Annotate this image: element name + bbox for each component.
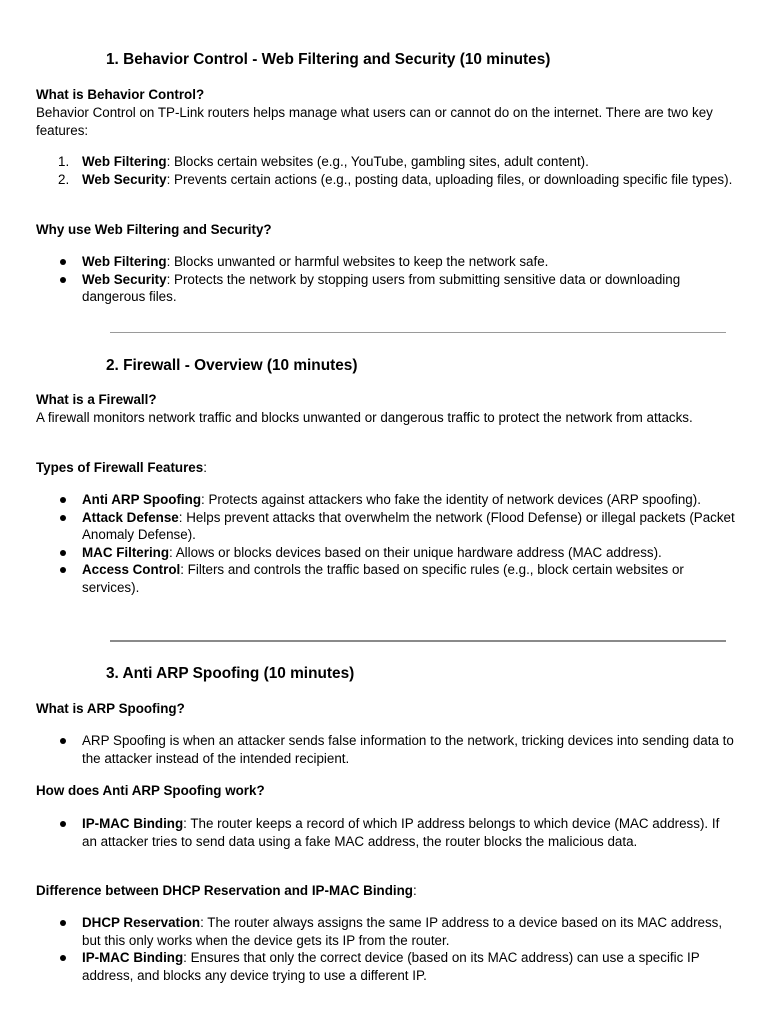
term: MAC Filtering xyxy=(82,544,170,560)
arp-how-list xyxy=(36,815,736,850)
term: Anti ARP Spoofing xyxy=(82,492,202,507)
bullet xyxy=(60,259,66,265)
term-description: : Blocks certain websites (e.g., YouTube, gambling sites, adult content). xyxy=(166,154,589,169)
arp-definition: ARP Spoofing is when an attacker sends false information to the network, tricking devices into sending data to the attacker instead of the intended recipient. xyxy=(82,733,734,766)
behavior-control-intro: Behavior Control on TP-Link routers helps manage what users can or cannot do on the internet. There are two key features: xyxy=(36,105,713,138)
difference-colon: : xyxy=(412,883,417,898)
term: IP-MAC Binding xyxy=(82,950,184,966)
list-item xyxy=(36,271,736,306)
list-item xyxy=(36,509,736,544)
bullet xyxy=(60,738,66,744)
term-description: : Helps prevent attacks that overwhelm the network (Flood Defense) or illegal packets (Packet Anomaly Defense). xyxy=(82,509,735,543)
term-description: : Allows or blocks devices based on their unique hardware address (MAC address). xyxy=(169,544,662,560)
term-description: : Filters and controls the traffic based on specific rules (e.g., block certain websites or services). xyxy=(82,562,684,595)
question-what-is-arp-spoofing: What is ARP Spoofing? xyxy=(36,701,185,716)
firewall-types-label xyxy=(36,459,736,477)
question-why-use-web-filtering: Why use Web Filtering and Security? xyxy=(36,222,272,237)
question-what-is-behavior-control: What is Behavior Control? xyxy=(36,87,205,102)
bullet xyxy=(60,567,66,573)
term-description: : The router keeps a record of which IP address belongs to which device (MAC address). If an attacker tries to send data using a fake MAC address, the router blocks the malicious data. xyxy=(82,816,720,849)
list-number: 1. xyxy=(58,154,70,169)
term: Web Filtering xyxy=(82,154,167,169)
section-divider xyxy=(110,332,726,333)
types-colon: : xyxy=(203,460,207,475)
behavior-features-list xyxy=(36,153,736,188)
term-description: : The router always assigns the same IP address to a device based on its MAC address, but this only works when the device gets its IP from the router. xyxy=(82,915,723,948)
list-item xyxy=(36,544,736,562)
list-item xyxy=(36,153,736,171)
types-label: Types of Firewall Features xyxy=(36,460,204,475)
question-what-is-firewall: What is a Firewall? xyxy=(36,392,157,407)
term-description: : Protects against attackers who fake the identity of network devices (ARP spoofing). xyxy=(201,492,701,507)
section-3-heading: 3. Anti ARP Spoofing (10 minutes) xyxy=(106,665,355,682)
term: DHCP Reservation xyxy=(82,915,201,930)
list-item xyxy=(36,253,736,271)
list-item xyxy=(36,732,736,767)
question-how-anti-arp-works: How does Anti ARP Spoofing work? xyxy=(36,783,265,798)
bullet xyxy=(60,515,66,521)
bullet xyxy=(60,955,66,961)
firewall-intro: A firewall monitors network traffic and blocks unwanted or dangerous traffic to protect the network from attacks. xyxy=(36,410,693,425)
list-item xyxy=(36,491,736,509)
term: Web Security xyxy=(82,271,167,287)
section-divider xyxy=(110,640,726,642)
firewall-types-list xyxy=(36,491,736,597)
term: Attack Defense xyxy=(82,509,179,525)
term-description: : Prevents certain actions (e.g., posting data, uploading files, or downloading specific file types). xyxy=(166,171,733,187)
term: IP-MAC Binding xyxy=(82,816,184,831)
list-item xyxy=(36,171,736,189)
term: Web Security xyxy=(82,171,167,187)
arp-what-list xyxy=(36,732,736,767)
section-2-heading: 2. Firewall - Overview (10 minutes) xyxy=(106,357,358,374)
list-item xyxy=(36,949,736,984)
list-item xyxy=(36,561,736,596)
list-number: 2. xyxy=(58,171,70,187)
question-dhcp-vs-ipmac xyxy=(36,882,736,900)
term-description: : Protects the network by stopping users from submitting sensitive data or downloading dangerous files. xyxy=(82,271,681,305)
section-1-heading: 1. Behavior Control - Web Filtering and Security (10 minutes) xyxy=(106,51,551,68)
bullet xyxy=(60,920,66,926)
list-item xyxy=(36,914,736,949)
bullet xyxy=(60,277,66,283)
bullet xyxy=(60,821,66,827)
bullet xyxy=(60,550,66,556)
bullet xyxy=(60,497,66,503)
why-list xyxy=(36,253,736,306)
difference-label: Difference between DHCP Reservation and IP-MAC Binding xyxy=(36,883,413,898)
difference-list xyxy=(36,914,736,984)
list-item xyxy=(36,815,736,850)
term: Access Control xyxy=(82,562,181,578)
term: Web Filtering xyxy=(82,254,167,269)
term-description: : Ensures that only the correct device (based on its MAC address) can use a specific IP address, and blocks any device trying to use a different IP. xyxy=(82,950,700,983)
term-description: : Blocks unwanted or harmful websites to keep the network safe. xyxy=(166,254,549,269)
